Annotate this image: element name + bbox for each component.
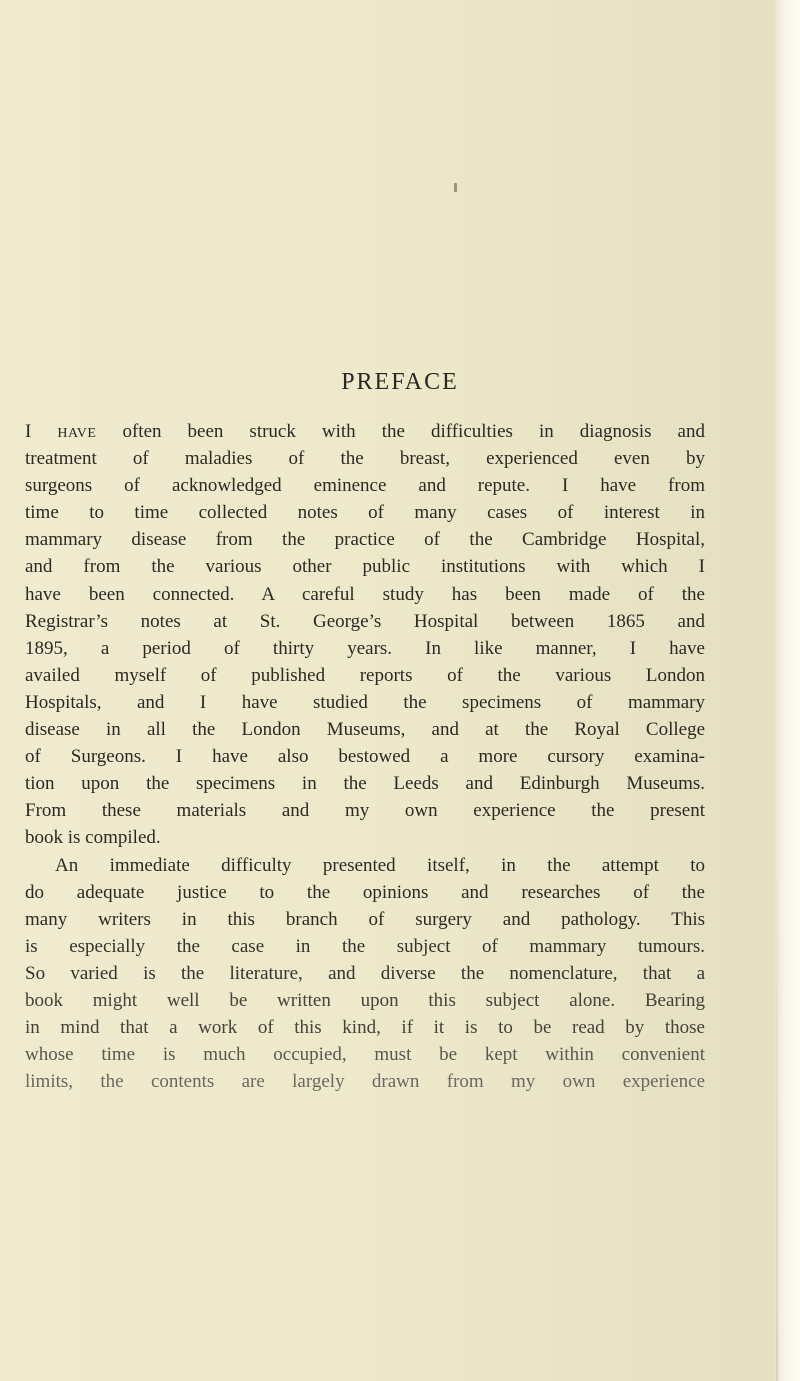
paragraph-1-line-12: disease in all the London Museums, and at the Royal College <box>25 719 705 741</box>
smallcaps-word: HAVE <box>57 426 97 441</box>
paragraph-2-line-7: in mind that a work of this kind, if it is to be read by those <box>25 1017 705 1039</box>
paragraph-1-line-1: often been struck with the difficulties in diagnosis and <box>96 421 705 442</box>
ink-speck <box>454 183 457 192</box>
paragraph-1-line-14: tion upon the specimens in the Leeds and Edinburgh Museums. <box>25 773 705 795</box>
paragraph-1-line-10: availed myself of published reports of the various London <box>25 664 705 686</box>
paragraph-2-line-2: do adequate justice to the opinions and researches of the <box>25 881 705 903</box>
paragraph-2-line-4: is especially the case in the subject of mammary tumours. <box>25 935 705 957</box>
page-title: PREFACE <box>341 369 459 395</box>
preface-body <box>25 418 705 1095</box>
paragraph-1-line-9: 1895, a period of thirty years. In like manner, I have <box>25 637 705 659</box>
paragraph-1-line-3: surgeons of acknowledged eminence and repute. I have from <box>25 475 705 497</box>
paragraph-1-line-6: and from the various other public institutions with which I <box>25 556 705 578</box>
paragraph-2-line-3: many writers in this branch of surgery and pathology. This <box>25 908 705 930</box>
paragraph-1-line-2: treatment of maladies of the breast, experienced even by <box>25 448 705 470</box>
paragraph-1-line-16: book is compiled. <box>25 827 161 849</box>
paragraph-1-line-7: have been connected. A careful study has been made of the <box>25 583 705 605</box>
paragraph-1-line-8: Registrar’s notes at St. George’s Hospital between 1865 and <box>25 610 705 632</box>
page-binding-shadow <box>776 820 778 1381</box>
paragraph-1-line-13: of Surgeons. I have also bestowed a more cursory examina- <box>25 746 705 768</box>
paragraph-1-line-15: From these materials and my own experience the present <box>25 800 705 822</box>
paragraph-1-line-5: mammary disease from the practice of the Cambridge Hospital, <box>25 529 705 551</box>
paragraph-2-line-9: limits, the contents are largely drawn from my own experience <box>25 1071 705 1093</box>
drop-initial: I <box>25 421 32 442</box>
paragraph-1-line-11: Hospitals, and I have studied the specimens of mammary <box>25 691 705 713</box>
paragraph-2-line-8: whose time is much occupied, must be kept within convenient <box>25 1044 705 1066</box>
paragraph-2-line-6: book might well be written upon this subject alone. Bearing <box>25 989 705 1011</box>
paragraph-line <box>25 418 705 445</box>
paragraph-1-line-4: time to time collected notes of many cases of interest in <box>25 502 705 524</box>
paragraph-2-line-5: So varied is the literature, and diverse the nomenclature, that a <box>25 962 705 984</box>
paragraph-2-line-1: An immediate difficulty presented itself, in the attempt to <box>55 854 705 876</box>
